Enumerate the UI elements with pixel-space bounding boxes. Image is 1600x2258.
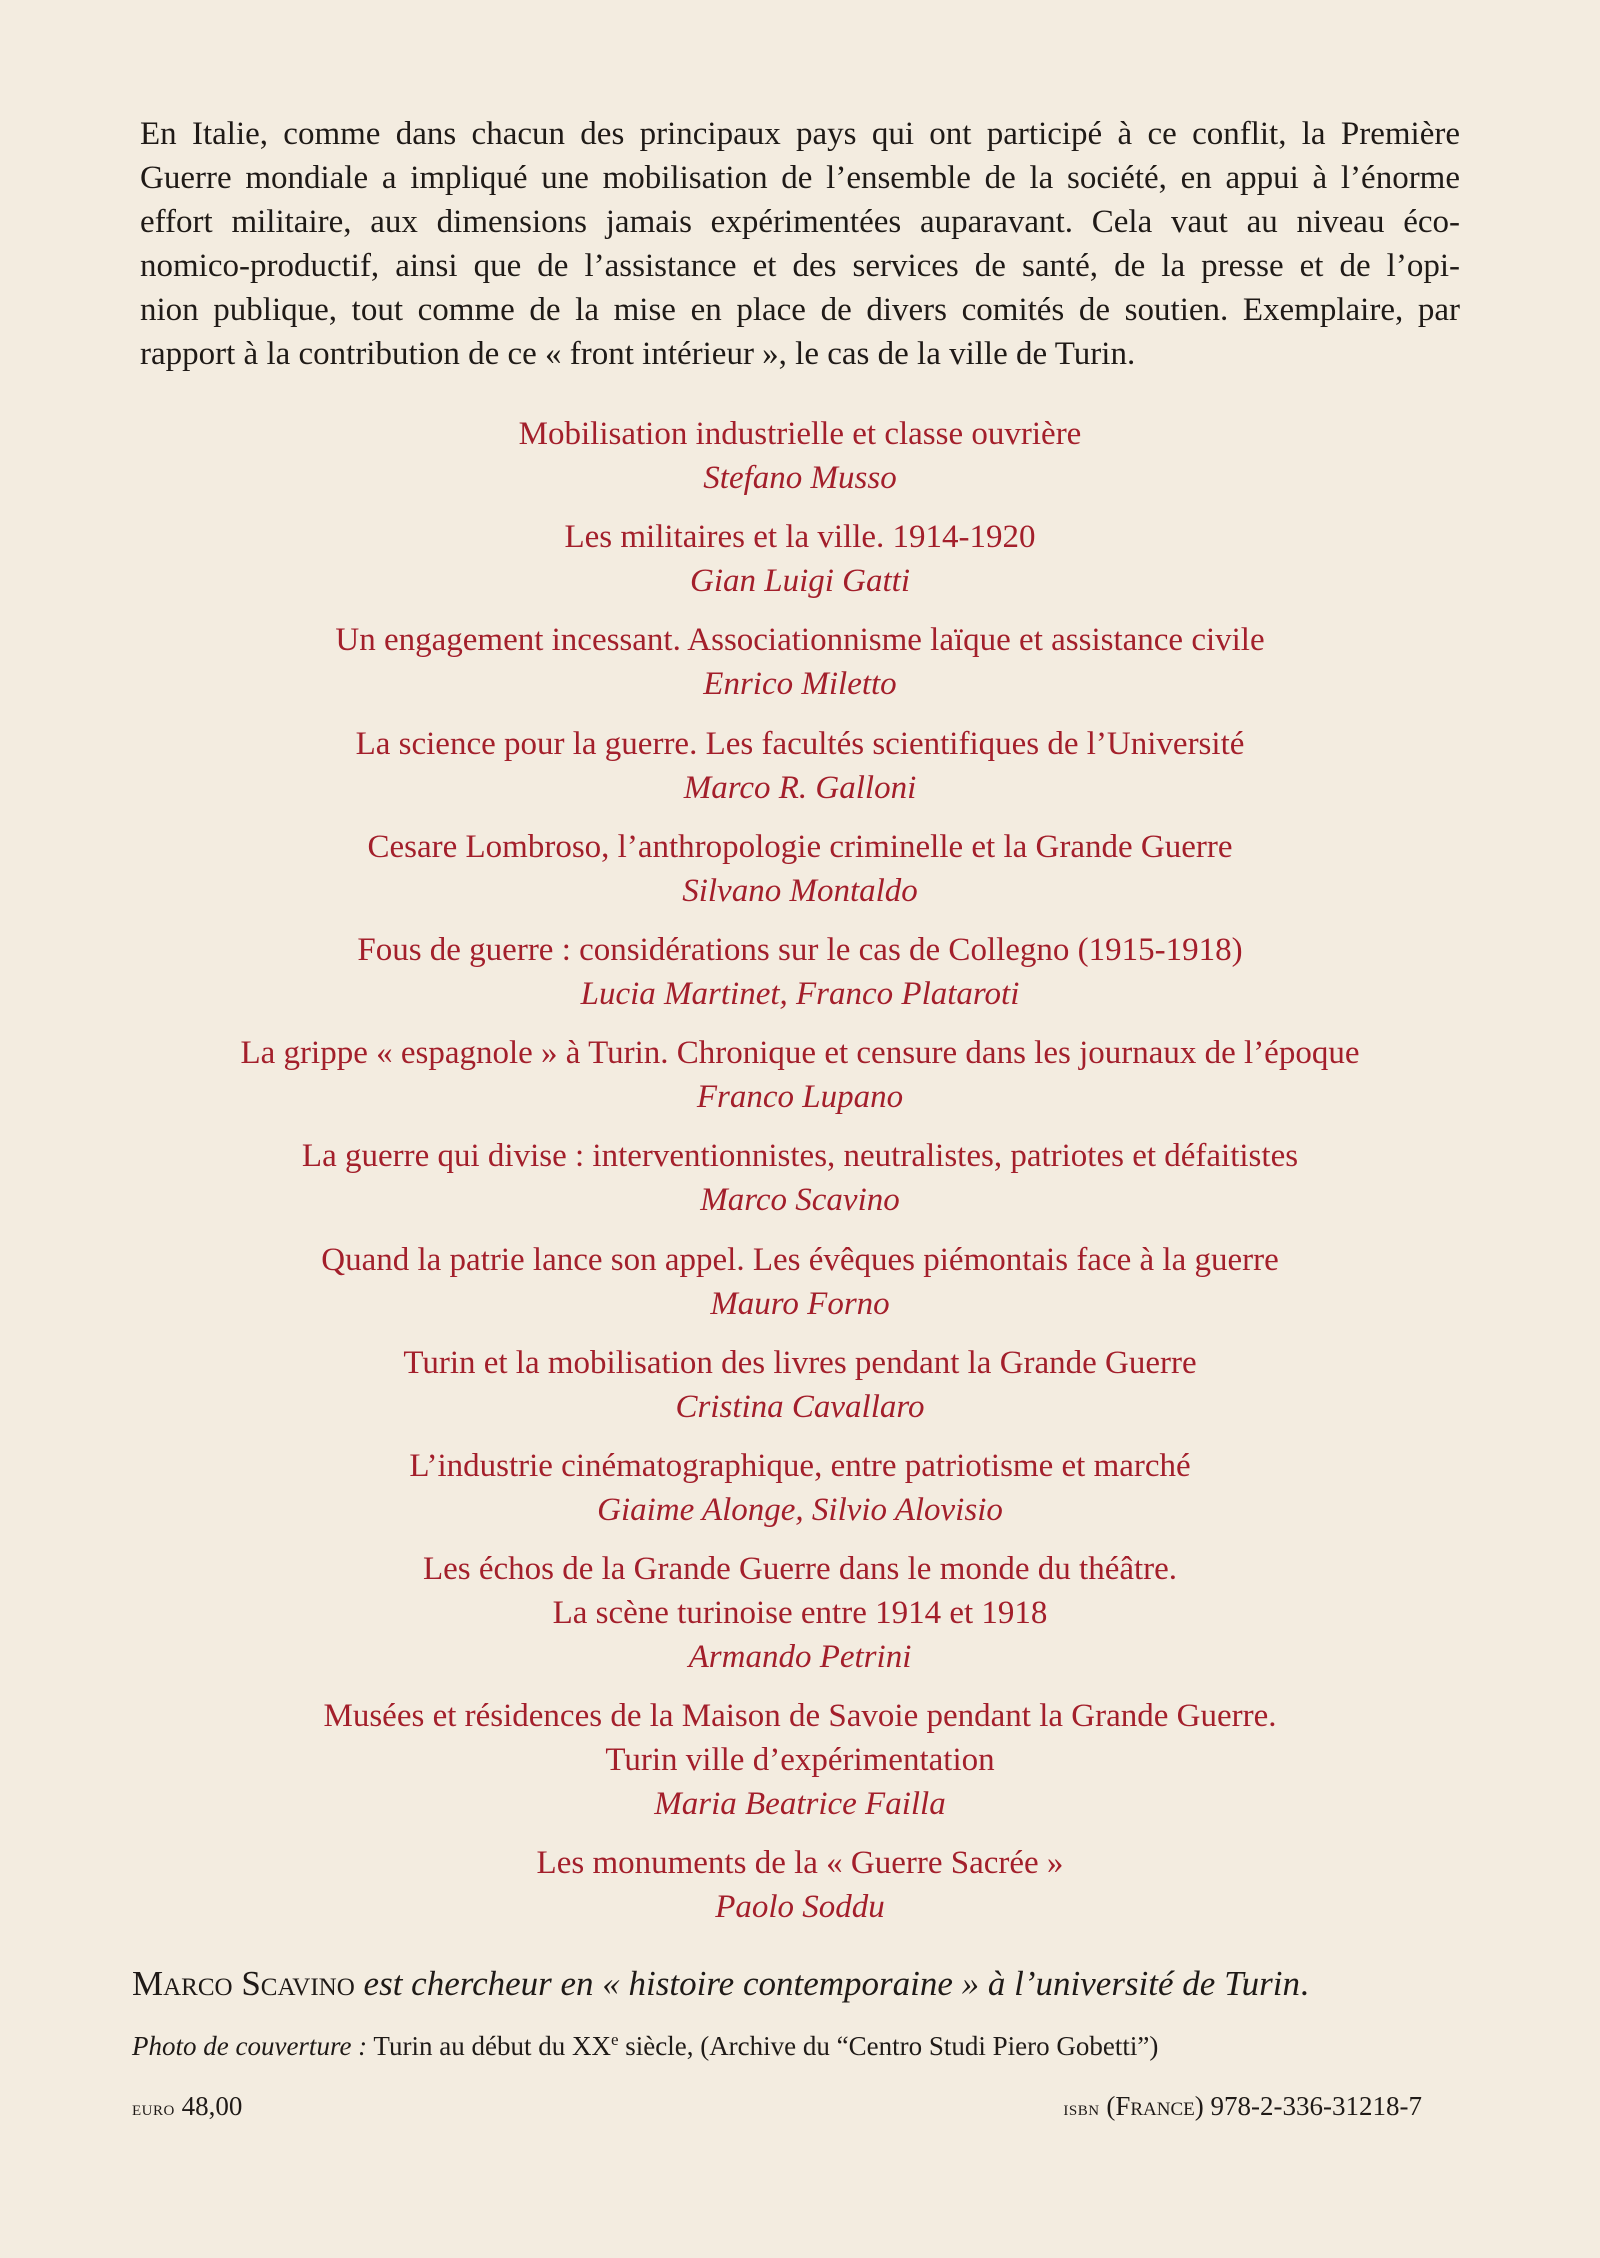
- toc-entry-author: Marco R. Galloni: [683, 769, 917, 806]
- toc-entry-title: Un engagement incessant. Associationnisme laïque et assistance civile: [335, 622, 1265, 659]
- isbn: [1063, 2088, 1422, 2126]
- author-description: est chercheur en « histoire contemporaine » à l’université de Turin: [354, 1964, 1300, 2003]
- toc-entry: [100, 618, 1500, 706]
- intro-line: rapport à la contribution de ce « front intérieur », le cas de la ville de Turin.: [140, 336, 1136, 372]
- intro-line: Guerre mondiale a impliqué une mobilisation de l’ensemble de la société, en appui à l’énorme: [140, 160, 1460, 196]
- toc-entry-title: L’industrie cinématographique, entre patriotisme et marché: [409, 1447, 1191, 1484]
- toc-entry-title: Musées et résidences de la Maison de Savoie pendant la Grande Guerre.: [323, 1698, 1277, 1735]
- toc-entry: [100, 1694, 1500, 1826]
- author-bio-period: .: [1299, 1964, 1309, 2003]
- price-currency: euro: [132, 2096, 175, 2120]
- toc-entry-author: Gian Luigi Gatti: [689, 563, 911, 600]
- isbn-label: isbn: [1063, 2096, 1100, 2120]
- toc-entry-author: Lucia Martinet, Franco Plataroti: [580, 975, 1020, 1012]
- toc-entry: [100, 1341, 1500, 1429]
- toc-entry: [100, 1841, 1500, 1929]
- toc-entry: [100, 515, 1500, 603]
- toc-entry-author: Cristina Cavallaro: [675, 1388, 925, 1425]
- author-name: Marco Scavino: [132, 1964, 355, 2003]
- toc-entry-author: Armando Petrini: [688, 1639, 912, 1676]
- toc-entry-title: Cesare Lombroso, l’anthropologie criminelle et la Grande Guerre: [367, 828, 1233, 865]
- intro-line: nion publique, tout comme de la mise en place de divers comités de soutien. Exemplaire, par: [140, 292, 1460, 328]
- price-amount: 48,00: [174, 2091, 243, 2121]
- intro-paragraph: [140, 112, 1460, 376]
- toc-entry-title: Mobilisation industrielle et classe ouvrière: [518, 416, 1082, 452]
- toc-entry-author: Franco Lupano: [696, 1079, 904, 1116]
- isbn-country: France: [1115, 2091, 1195, 2121]
- toc-entry: [100, 928, 1500, 1016]
- toc-entry: [100, 825, 1500, 913]
- toc-entry: [100, 1547, 1500, 1679]
- toc-entry: [100, 412, 1500, 500]
- photo-credit: [132, 2028, 1512, 2064]
- toc-entry-author: Silvano Montaldo: [682, 872, 918, 909]
- isbn-country-open: (: [1099, 2091, 1116, 2121]
- toc-entry: [100, 1031, 1500, 1119]
- toc-entry-title: Les échos de la Grande Guerre dans le monde du théâtre.: [422, 1551, 1178, 1588]
- toc-entry-title: Quand la patrie lance son appel. Les évêques piémontais face à la guerre: [321, 1241, 1279, 1278]
- photo-credit-superscript: e: [610, 2030, 619, 2049]
- toc-entry-title: La science pour la guerre. Les facultés scientifiques de l’Université: [355, 725, 1245, 762]
- toc-entry-title: La guerre qui divise : interventionnistes, neutralistes, patriotes et défaitistes: [301, 1138, 1299, 1175]
- intro-line: nomico-productif, ainsi que de l’assistance et des services de santé, de la presse et de l’opi-: [140, 248, 1460, 284]
- author-bio: [132, 1962, 1512, 2006]
- toc-entry-author: Giaime Alonge, Silvio Alovisio: [597, 1491, 1003, 1528]
- toc-entry: [100, 722, 1500, 810]
- toc-entry-title: Les monuments de la « Guerre Sacrée »: [536, 1845, 1064, 1882]
- isbn-number: 978-2-336-31218-7: [1210, 2091, 1422, 2121]
- toc-entry: [100, 1444, 1500, 1532]
- isbn-country-close: ): [1194, 2091, 1211, 2121]
- toc-entry-title: Turin et la mobilisation des livres pendant la Grande Guerre: [403, 1344, 1197, 1381]
- toc-entry-title: La scène turinoise entre 1914 et 1918: [552, 1595, 1048, 1632]
- toc-entry-title: Les militaires et la ville. 1914-1920: [564, 519, 1036, 556]
- toc-entry-author: Paolo Soddu: [715, 1889, 885, 1926]
- intro-line: effort militaire, aux dimensions jamais expérimentées auparavant. Cela vaut au niveau éco-: [140, 204, 1460, 240]
- toc-entry-author: Stefano Musso: [703, 460, 897, 496]
- photo-credit-text-after: siècle, (Archive du “Centro Studi Piero Gobetti”): [618, 2031, 1159, 2061]
- price: [132, 2088, 242, 2126]
- toc-entry: [100, 1238, 1500, 1326]
- toc-entry: [100, 1134, 1500, 1222]
- intro-line: En Italie, comme dans chacun des principaux pays qui ont participé à ce conflit, la Première: [140, 116, 1460, 152]
- toc-entry-title: Fous de guerre : considérations sur le cas de Collegno (1915-1918): [357, 931, 1243, 968]
- photo-credit-label: Photo de couverture :: [132, 2031, 368, 2061]
- photo-credit-text: Turin au début du XX: [367, 2031, 611, 2061]
- toc-entry-author: Maria Beatrice Failla: [654, 1786, 946, 1823]
- toc-entry-title: La grippe « espagnole » à Turin. Chronique et censure dans les journaux de l’époque: [240, 1035, 1360, 1072]
- toc-entry-title: Turin ville d’expérimentation: [605, 1742, 995, 1779]
- toc-entry-author: Mauro Forno: [710, 1285, 890, 1322]
- table-of-contents: [100, 412, 1500, 1945]
- toc-entry-author: Marco Scavino: [700, 1182, 900, 1219]
- toc-entry-author: Enrico Miletto: [703, 666, 897, 703]
